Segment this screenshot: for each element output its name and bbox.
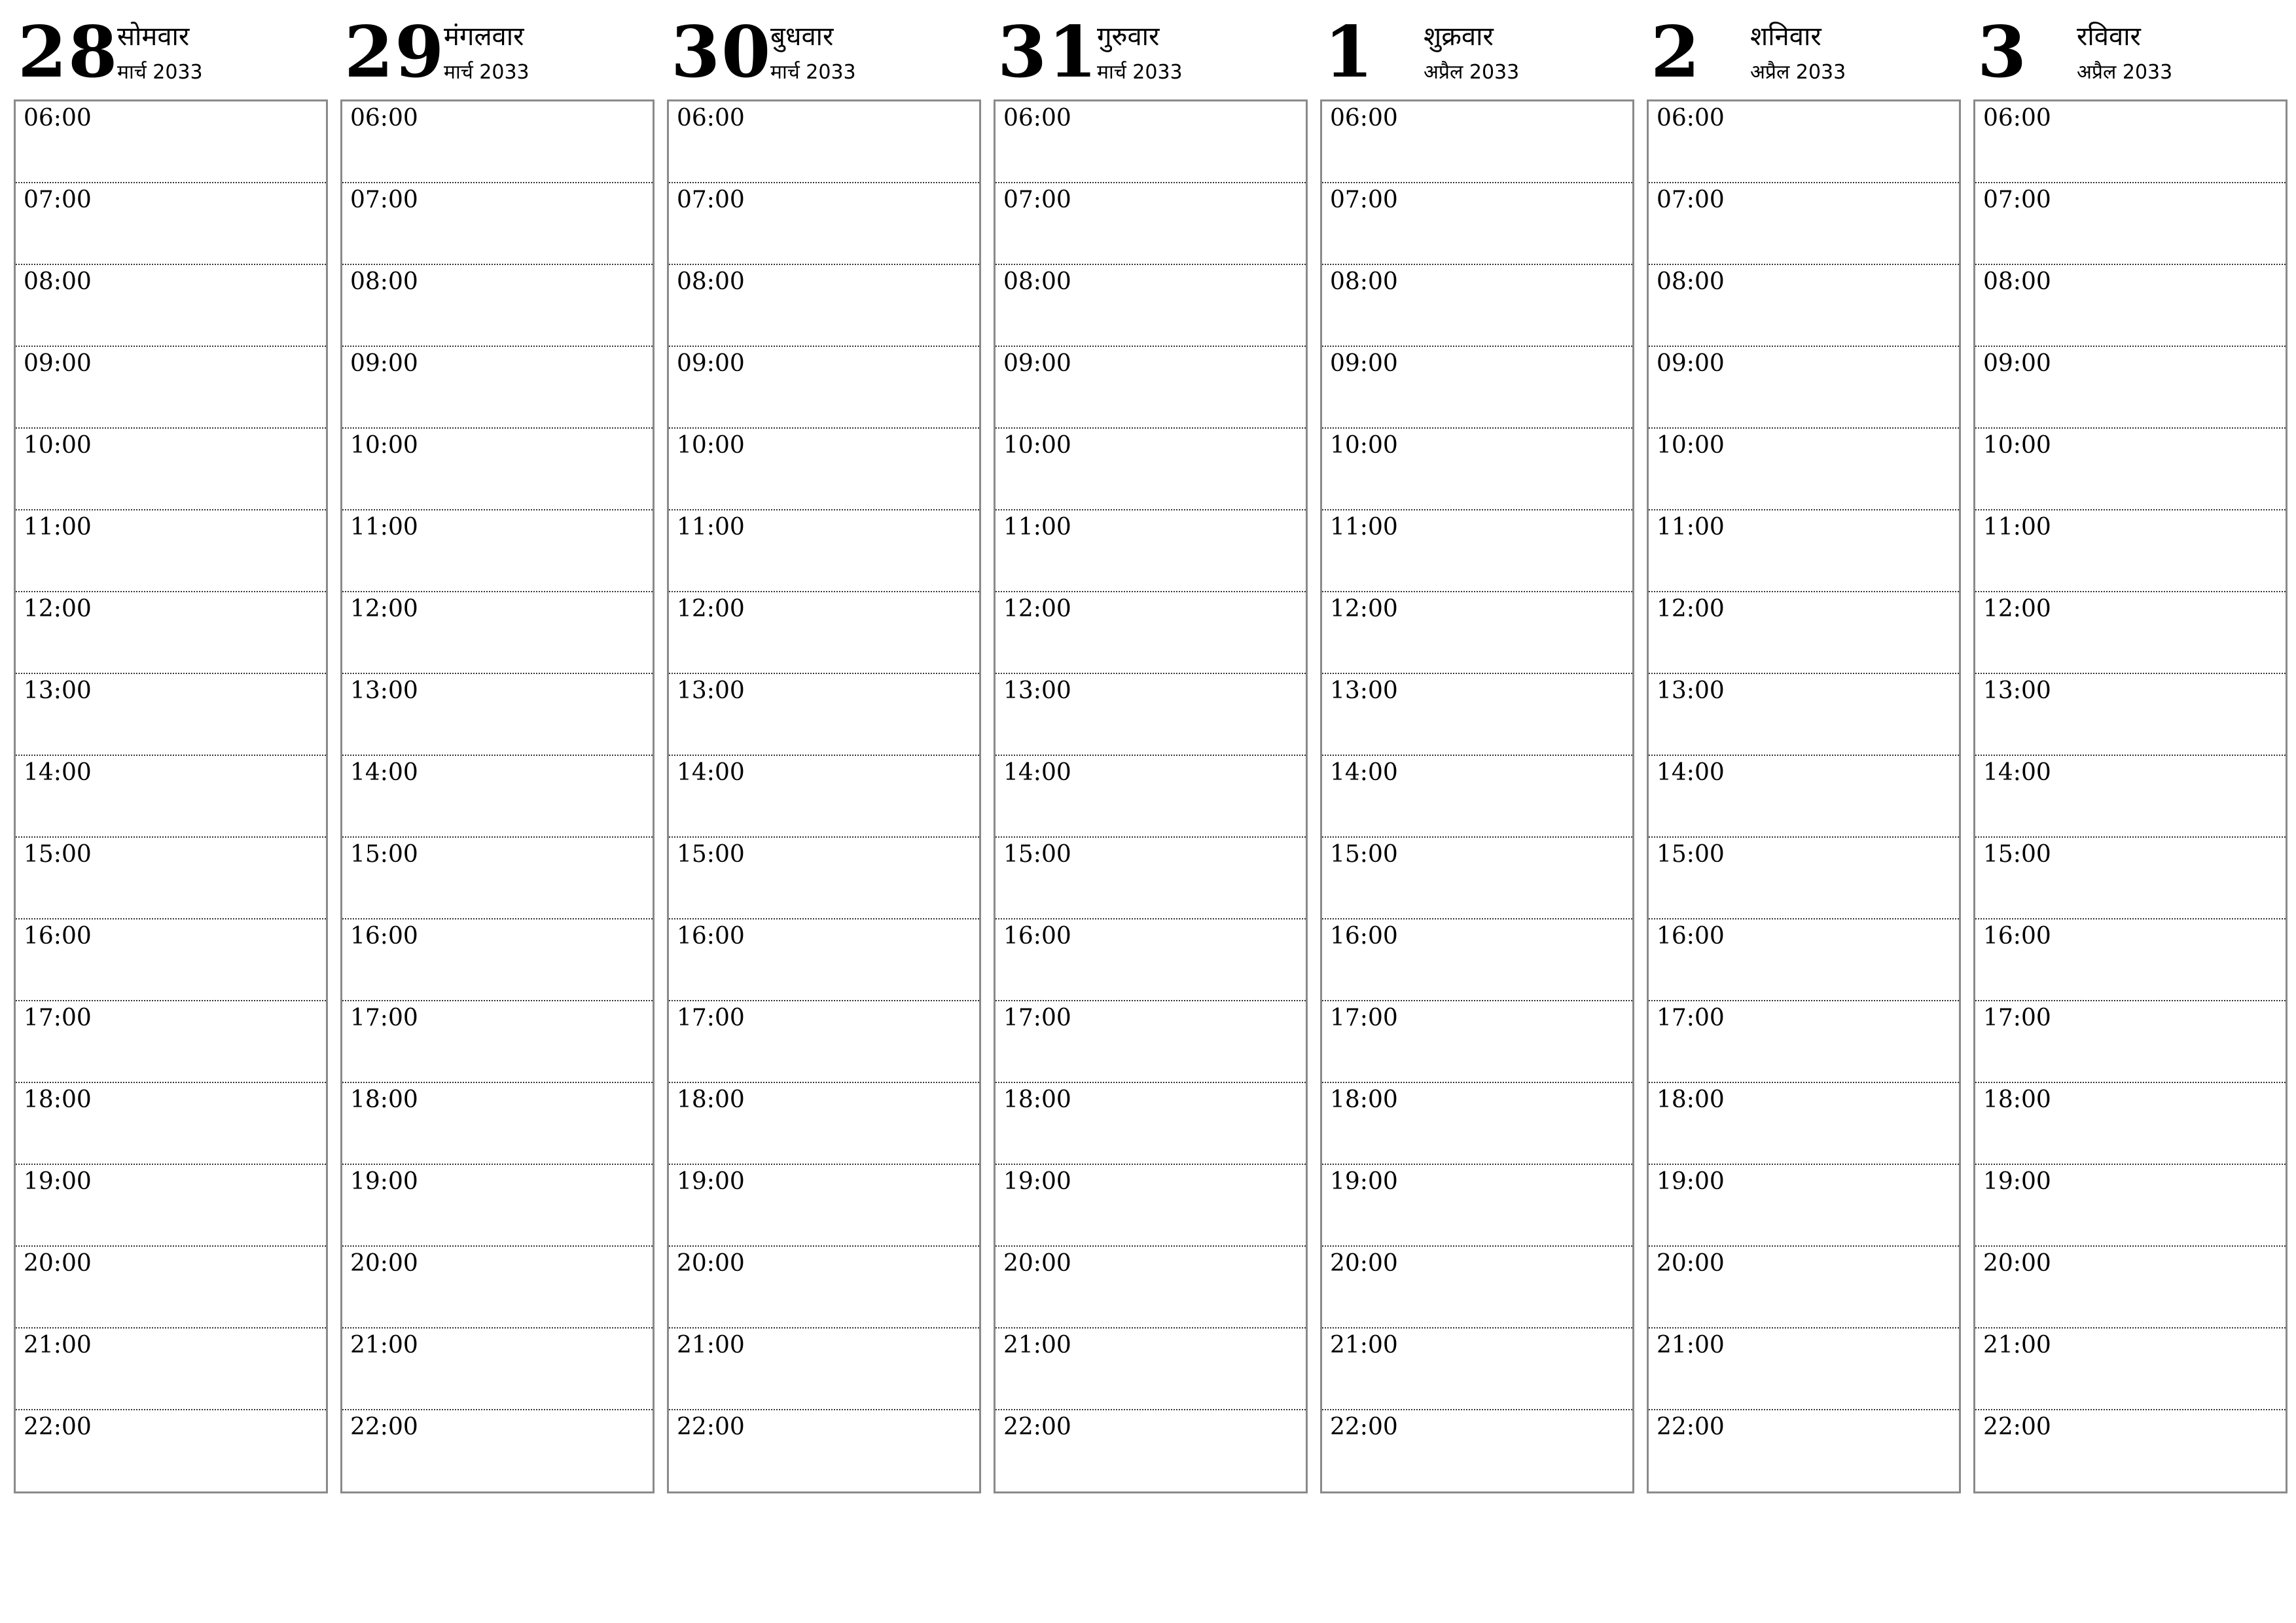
time-slot[interactable] bbox=[16, 1083, 326, 1165]
time-label: 06:00 bbox=[24, 105, 92, 132]
weekday-name: मंगलवार bbox=[444, 22, 524, 52]
time-label: 21:00 bbox=[677, 1332, 745, 1359]
time-slot[interactable] bbox=[669, 1329, 979, 1410]
time-label: 12:00 bbox=[350, 596, 418, 622]
time-slot[interactable] bbox=[1975, 592, 2286, 674]
time-label: 06:00 bbox=[1330, 105, 1398, 132]
time-slot[interactable] bbox=[342, 347, 653, 429]
time-label: 13:00 bbox=[1657, 677, 1725, 704]
time-label: 14:00 bbox=[1003, 759, 1071, 786]
time-slots-box bbox=[340, 99, 655, 1493]
time-slot[interactable] bbox=[16, 347, 326, 429]
time-label: 22:00 bbox=[677, 1414, 745, 1440]
time-slot[interactable] bbox=[669, 1001, 979, 1083]
weekday-name: रविवार bbox=[2077, 22, 2141, 52]
time-label: 06:00 bbox=[1003, 105, 1071, 132]
time-label: 18:00 bbox=[1003, 1086, 1071, 1113]
day-column bbox=[994, 0, 1306, 1505]
time-label: 12:00 bbox=[1657, 596, 1725, 622]
time-label: 07:00 bbox=[1330, 187, 1398, 213]
time-slot[interactable] bbox=[669, 592, 979, 674]
time-slot[interactable] bbox=[16, 183, 326, 265]
time-slot[interactable] bbox=[342, 1247, 653, 1329]
time-label: 21:00 bbox=[24, 1332, 92, 1359]
time-label: 14:00 bbox=[1657, 759, 1725, 786]
time-label: 21:00 bbox=[1003, 1332, 1071, 1359]
month-year: अप्रैल 2033 bbox=[1750, 61, 1846, 84]
time-label: 08:00 bbox=[1330, 268, 1398, 295]
time-label: 20:00 bbox=[1003, 1250, 1071, 1277]
time-slot[interactable] bbox=[1975, 183, 2286, 265]
day-number: 31 bbox=[997, 11, 1099, 94]
time-slot[interactable] bbox=[342, 592, 653, 674]
time-slot[interactable] bbox=[1322, 510, 1632, 592]
time-label: 09:00 bbox=[1003, 350, 1071, 377]
time-slot[interactable] bbox=[669, 429, 979, 510]
time-slot[interactable] bbox=[16, 838, 326, 919]
time-slots-box bbox=[1320, 99, 1634, 1493]
day-header bbox=[667, 0, 981, 98]
time-label: 13:00 bbox=[1983, 677, 2051, 704]
time-slot[interactable] bbox=[342, 838, 653, 919]
day-column bbox=[1320, 0, 1633, 1505]
time-slot[interactable] bbox=[1649, 1001, 1959, 1083]
time-label: 22:00 bbox=[1983, 1414, 2051, 1440]
time-slot[interactable] bbox=[1649, 510, 1959, 592]
time-slot[interactable] bbox=[1975, 756, 2286, 838]
time-slot[interactable] bbox=[342, 919, 653, 1001]
time-label: 06:00 bbox=[1983, 105, 2051, 132]
time-label: 15:00 bbox=[350, 841, 418, 868]
time-label: 20:00 bbox=[1983, 1250, 2051, 1277]
time-label: 22:00 bbox=[24, 1414, 92, 1440]
time-label: 20:00 bbox=[1330, 1250, 1398, 1277]
time-slot[interactable] bbox=[342, 265, 653, 347]
time-slot[interactable] bbox=[996, 347, 1306, 429]
time-slot[interactable] bbox=[16, 919, 326, 1001]
time-slot[interactable] bbox=[996, 1083, 1306, 1165]
time-slot[interactable] bbox=[1322, 265, 1632, 347]
time-label: 06:00 bbox=[350, 105, 418, 132]
time-label: 06:00 bbox=[1657, 105, 1725, 132]
time-slot[interactable] bbox=[342, 756, 653, 838]
time-label: 10:00 bbox=[677, 432, 745, 459]
day-number: 3 bbox=[1977, 11, 2028, 94]
time-label: 18:00 bbox=[1657, 1086, 1725, 1113]
time-slot[interactable] bbox=[1975, 1001, 2286, 1083]
time-slot[interactable] bbox=[16, 674, 326, 756]
time-label: 12:00 bbox=[1983, 596, 2051, 622]
time-label: 06:00 bbox=[677, 105, 745, 132]
time-slots-box bbox=[667, 99, 981, 1493]
weekday-name: शुक्रवार bbox=[1424, 22, 1494, 52]
time-slot[interactable] bbox=[1649, 838, 1959, 919]
time-label: 22:00 bbox=[1003, 1414, 1071, 1440]
time-slot[interactable] bbox=[342, 510, 653, 592]
time-label: 09:00 bbox=[24, 350, 92, 377]
time-slot[interactable] bbox=[996, 1329, 1306, 1410]
day-column bbox=[1973, 0, 2286, 1505]
time-label: 15:00 bbox=[677, 841, 745, 868]
day-column bbox=[340, 0, 653, 1505]
time-slot[interactable] bbox=[1975, 265, 2286, 347]
time-label: 16:00 bbox=[1657, 923, 1725, 950]
time-slot[interactable] bbox=[996, 1001, 1306, 1083]
time-slot[interactable] bbox=[996, 1410, 1306, 1492]
time-slot[interactable] bbox=[1322, 1083, 1632, 1165]
time-slot[interactable] bbox=[16, 756, 326, 838]
time-label: 20:00 bbox=[24, 1250, 92, 1277]
time-label: 22:00 bbox=[1657, 1414, 1725, 1440]
time-label: 15:00 bbox=[1983, 841, 2051, 868]
time-slot[interactable] bbox=[669, 510, 979, 592]
time-label: 11:00 bbox=[350, 514, 418, 541]
time-slot[interactable] bbox=[1649, 347, 1959, 429]
time-label: 07:00 bbox=[1657, 187, 1725, 213]
time-label: 16:00 bbox=[677, 923, 745, 950]
time-slot[interactable] bbox=[342, 1410, 653, 1492]
day-number: 30 bbox=[671, 11, 772, 94]
time-label: 20:00 bbox=[1657, 1250, 1725, 1277]
time-slot[interactable] bbox=[669, 1165, 979, 1247]
time-label: 17:00 bbox=[350, 1005, 418, 1031]
time-label: 17:00 bbox=[24, 1005, 92, 1031]
time-label: 15:00 bbox=[1330, 841, 1398, 868]
time-slot[interactable] bbox=[1975, 101, 2286, 183]
time-slot[interactable] bbox=[996, 674, 1306, 756]
time-label: 18:00 bbox=[1983, 1086, 2051, 1113]
month-year: अप्रैल 2033 bbox=[1424, 61, 1520, 84]
time-label: 11:00 bbox=[24, 514, 92, 541]
time-slot[interactable] bbox=[1322, 429, 1632, 510]
time-label: 08:00 bbox=[1657, 268, 1725, 295]
time-slot[interactable] bbox=[1975, 674, 2286, 756]
time-slot[interactable] bbox=[342, 1083, 653, 1165]
time-slot[interactable] bbox=[1322, 347, 1632, 429]
day-header bbox=[1320, 0, 1634, 98]
time-label: 19:00 bbox=[350, 1168, 418, 1195]
day-header bbox=[340, 0, 655, 98]
month-year: मार्च 2033 bbox=[444, 61, 529, 84]
time-label: 12:00 bbox=[24, 596, 92, 622]
time-label: 11:00 bbox=[1003, 514, 1071, 541]
time-slot[interactable] bbox=[342, 183, 653, 265]
time-label: 18:00 bbox=[677, 1086, 745, 1113]
time-label: 13:00 bbox=[1330, 677, 1398, 704]
time-label: 08:00 bbox=[1003, 268, 1071, 295]
time-slot[interactable] bbox=[669, 1410, 979, 1492]
time-label: 22:00 bbox=[350, 1414, 418, 1440]
time-label: 07:00 bbox=[1003, 187, 1071, 213]
time-slot[interactable] bbox=[1322, 592, 1632, 674]
time-slot[interactable] bbox=[1975, 1083, 2286, 1165]
time-slots-box bbox=[994, 99, 1308, 1493]
time-slot[interactable] bbox=[996, 510, 1306, 592]
day-header bbox=[994, 0, 1308, 98]
time-slot[interactable] bbox=[669, 756, 979, 838]
time-slot[interactable] bbox=[669, 347, 979, 429]
time-slot[interactable] bbox=[16, 1165, 326, 1247]
time-slot[interactable] bbox=[1649, 183, 1959, 265]
time-label: 21:00 bbox=[1657, 1332, 1725, 1359]
time-slot[interactable] bbox=[1975, 429, 2286, 510]
time-slot[interactable] bbox=[996, 1165, 1306, 1247]
time-label: 22:00 bbox=[1330, 1414, 1398, 1440]
time-label: 19:00 bbox=[1983, 1168, 2051, 1195]
weekday-name: शनिवार bbox=[1750, 22, 1821, 52]
time-label: 20:00 bbox=[677, 1250, 745, 1277]
day-number: 28 bbox=[18, 11, 119, 94]
time-label: 07:00 bbox=[1983, 187, 2051, 213]
time-slot[interactable] bbox=[342, 429, 653, 510]
time-slot[interactable] bbox=[1649, 592, 1959, 674]
time-slot[interactable] bbox=[669, 183, 979, 265]
time-label: 07:00 bbox=[677, 187, 745, 213]
day-column bbox=[1647, 0, 1960, 1505]
time-label: 21:00 bbox=[1983, 1332, 2051, 1359]
day-number: 1 bbox=[1324, 11, 1375, 94]
time-label: 08:00 bbox=[1983, 268, 2051, 295]
time-slot[interactable] bbox=[1322, 1329, 1632, 1410]
time-slots-box bbox=[1973, 99, 2287, 1493]
time-label: 10:00 bbox=[1003, 432, 1071, 459]
time-slot[interactable] bbox=[342, 674, 653, 756]
time-slot[interactable] bbox=[996, 756, 1306, 838]
time-slot[interactable] bbox=[996, 183, 1306, 265]
time-label: 20:00 bbox=[350, 1250, 418, 1277]
time-label: 17:00 bbox=[1983, 1005, 2051, 1031]
time-slot[interactable] bbox=[1649, 101, 1959, 183]
time-label: 19:00 bbox=[1330, 1168, 1398, 1195]
day-column bbox=[14, 0, 327, 1505]
time-slot[interactable] bbox=[669, 1247, 979, 1329]
time-slot[interactable] bbox=[996, 919, 1306, 1001]
time-slot[interactable] bbox=[1975, 838, 2286, 919]
day-header bbox=[1973, 0, 2287, 98]
time-slot[interactable] bbox=[342, 1329, 653, 1410]
time-slot[interactable] bbox=[1322, 1410, 1632, 1492]
time-label: 11:00 bbox=[1983, 514, 2051, 541]
time-slot[interactable] bbox=[996, 265, 1306, 347]
weekday-name: सोमवार bbox=[117, 22, 190, 52]
weekday-name: गुरुवार bbox=[1097, 22, 1160, 52]
time-label: 13:00 bbox=[1003, 677, 1071, 704]
time-slot[interactable] bbox=[16, 1329, 326, 1410]
day-number: 2 bbox=[1651, 11, 1702, 94]
time-label: 15:00 bbox=[1657, 841, 1725, 868]
time-label: 11:00 bbox=[677, 514, 745, 541]
time-slot[interactable] bbox=[16, 1410, 326, 1492]
time-label: 21:00 bbox=[350, 1332, 418, 1359]
day-number: 29 bbox=[344, 11, 446, 94]
time-label: 09:00 bbox=[1330, 350, 1398, 377]
month-year: मार्च 2033 bbox=[117, 61, 203, 84]
time-slot[interactable] bbox=[669, 838, 979, 919]
time-label: 09:00 bbox=[350, 350, 418, 377]
time-slot[interactable] bbox=[1322, 838, 1632, 919]
month-year: मार्च 2033 bbox=[770, 61, 856, 84]
time-slot[interactable] bbox=[1975, 1247, 2286, 1329]
time-slot[interactable] bbox=[1322, 674, 1632, 756]
time-slot[interactable] bbox=[16, 1001, 326, 1083]
time-slot[interactable] bbox=[16, 510, 326, 592]
time-slot[interactable] bbox=[16, 265, 326, 347]
month-year: अप्रैल 2033 bbox=[2077, 61, 2173, 84]
day-header bbox=[1647, 0, 1961, 98]
time-slot[interactable] bbox=[1649, 1165, 1959, 1247]
time-slot[interactable] bbox=[1649, 1247, 1959, 1329]
time-slot[interactable] bbox=[1322, 101, 1632, 183]
time-label: 08:00 bbox=[677, 268, 745, 295]
time-label: 10:00 bbox=[1657, 432, 1725, 459]
time-label: 19:00 bbox=[1003, 1168, 1071, 1195]
time-slot[interactable] bbox=[1322, 1001, 1632, 1083]
day-column bbox=[667, 0, 980, 1505]
time-slot[interactable] bbox=[1975, 1329, 2286, 1410]
time-slots-box bbox=[14, 99, 328, 1493]
time-slot[interactable] bbox=[1975, 1410, 2286, 1492]
time-label: 12:00 bbox=[1330, 596, 1398, 622]
time-label: 16:00 bbox=[350, 923, 418, 950]
time-label: 14:00 bbox=[1330, 759, 1398, 786]
time-slot[interactable] bbox=[342, 101, 653, 183]
time-slot[interactable] bbox=[669, 265, 979, 347]
time-slot[interactable] bbox=[16, 429, 326, 510]
time-slot[interactable] bbox=[996, 429, 1306, 510]
time-slot[interactable] bbox=[1322, 1247, 1632, 1329]
time-label: 10:00 bbox=[1330, 432, 1398, 459]
time-label: 12:00 bbox=[1003, 596, 1071, 622]
time-slot[interactable] bbox=[1975, 1165, 2286, 1247]
time-slots-box bbox=[1647, 99, 1961, 1493]
time-slot[interactable] bbox=[1649, 674, 1959, 756]
time-label: 16:00 bbox=[1983, 923, 2051, 950]
time-label: 11:00 bbox=[1330, 514, 1398, 541]
time-slot[interactable] bbox=[996, 838, 1306, 919]
time-slot[interactable] bbox=[1649, 1410, 1959, 1492]
time-label: 08:00 bbox=[350, 268, 418, 295]
time-slot[interactable] bbox=[996, 101, 1306, 183]
time-slot[interactable] bbox=[996, 1247, 1306, 1329]
time-label: 14:00 bbox=[1983, 759, 2051, 786]
time-slot[interactable] bbox=[16, 592, 326, 674]
time-label: 09:00 bbox=[677, 350, 745, 377]
time-label: 17:00 bbox=[1003, 1005, 1071, 1031]
time-slot[interactable] bbox=[1649, 1083, 1959, 1165]
time-label: 15:00 bbox=[24, 841, 92, 868]
time-label: 11:00 bbox=[1657, 514, 1725, 541]
time-slot[interactable] bbox=[1322, 919, 1632, 1001]
day-header bbox=[14, 0, 328, 98]
time-slot[interactable] bbox=[1975, 347, 2286, 429]
time-label: 19:00 bbox=[24, 1168, 92, 1195]
weekly-planner bbox=[14, 0, 2286, 1505]
time-label: 10:00 bbox=[1983, 432, 2051, 459]
time-slot[interactable] bbox=[669, 1083, 979, 1165]
time-slot[interactable] bbox=[1649, 429, 1959, 510]
time-label: 17:00 bbox=[677, 1005, 745, 1031]
time-slot[interactable] bbox=[1649, 265, 1959, 347]
time-slot[interactable] bbox=[1649, 1329, 1959, 1410]
time-label: 17:00 bbox=[1330, 1005, 1398, 1031]
time-slot[interactable] bbox=[1322, 756, 1632, 838]
time-slot[interactable] bbox=[669, 674, 979, 756]
time-label: 18:00 bbox=[350, 1086, 418, 1113]
time-slot[interactable] bbox=[669, 101, 979, 183]
time-label: 09:00 bbox=[1657, 350, 1725, 377]
time-slot[interactable] bbox=[1322, 1165, 1632, 1247]
time-label: 16:00 bbox=[24, 923, 92, 950]
time-label: 19:00 bbox=[1657, 1168, 1725, 1195]
time-label: 07:00 bbox=[350, 187, 418, 213]
time-label: 19:00 bbox=[677, 1168, 745, 1195]
time-label: 15:00 bbox=[1003, 841, 1071, 868]
time-label: 13:00 bbox=[24, 677, 92, 704]
time-label: 21:00 bbox=[1330, 1332, 1398, 1359]
time-label: 16:00 bbox=[1330, 923, 1398, 950]
weekday-name: बुधवार bbox=[770, 22, 834, 52]
month-year: मार्च 2033 bbox=[1097, 61, 1183, 84]
time-label: 13:00 bbox=[677, 677, 745, 704]
time-slot[interactable] bbox=[16, 1247, 326, 1329]
time-label: 14:00 bbox=[24, 759, 92, 786]
time-label: 17:00 bbox=[1657, 1005, 1725, 1031]
time-label: 16:00 bbox=[1003, 923, 1071, 950]
time-slot[interactable] bbox=[16, 101, 326, 183]
time-label: 09:00 bbox=[1983, 350, 2051, 377]
time-label: 13:00 bbox=[350, 677, 418, 704]
time-label: 10:00 bbox=[24, 432, 92, 459]
time-slot[interactable] bbox=[342, 1165, 653, 1247]
time-slot[interactable] bbox=[1975, 510, 2286, 592]
time-slot[interactable] bbox=[996, 592, 1306, 674]
time-label: 14:00 bbox=[677, 759, 745, 786]
time-label: 08:00 bbox=[24, 268, 92, 295]
time-label: 10:00 bbox=[350, 432, 418, 459]
time-slot[interactable] bbox=[1975, 919, 2286, 1001]
time-label: 14:00 bbox=[350, 759, 418, 786]
time-label: 07:00 bbox=[24, 187, 92, 213]
time-label: 12:00 bbox=[677, 596, 745, 622]
time-slot[interactable] bbox=[1649, 919, 1959, 1001]
time-label: 18:00 bbox=[1330, 1086, 1398, 1113]
time-slot[interactable] bbox=[669, 919, 979, 1001]
time-slot[interactable] bbox=[342, 1001, 653, 1083]
time-slot[interactable] bbox=[1322, 183, 1632, 265]
time-slot[interactable] bbox=[1649, 756, 1959, 838]
time-label: 18:00 bbox=[24, 1086, 92, 1113]
